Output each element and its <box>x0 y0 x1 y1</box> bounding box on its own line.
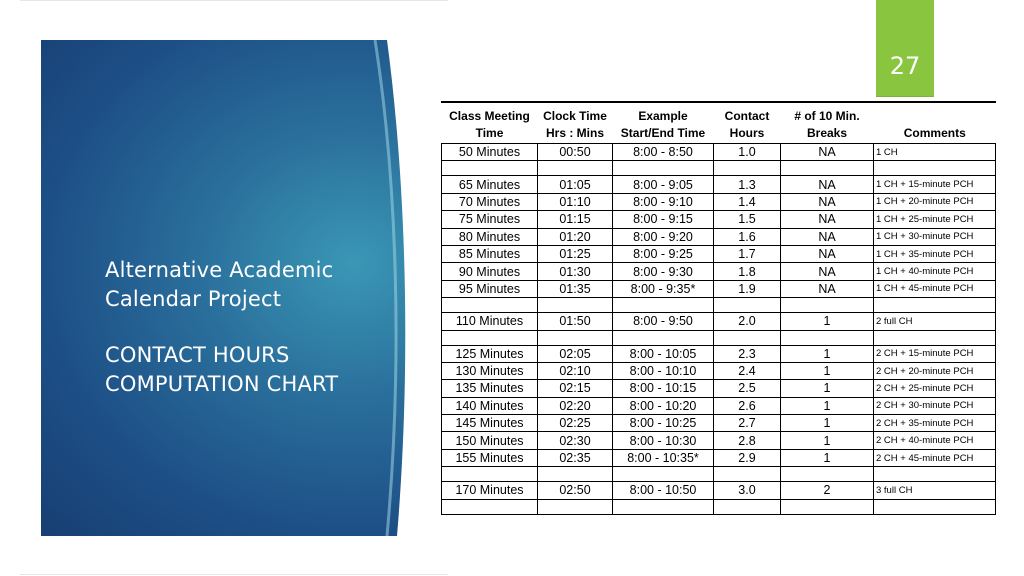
table-cell: 01:20 <box>538 228 613 245</box>
table-cell: 02:25 <box>538 415 613 432</box>
slide-title <box>105 256 409 399</box>
table-cell: 2.4 <box>714 362 781 379</box>
table-cell <box>538 161 613 176</box>
table-cell: 75 Minutes <box>442 211 538 228</box>
table-row <box>442 161 996 176</box>
title-panel <box>41 40 409 536</box>
header-example-time: Example Start/End Time <box>613 103 714 144</box>
table-cell-comment <box>874 499 996 514</box>
table-cell <box>613 330 714 345</box>
table-cell <box>442 298 538 313</box>
table-cell-comment: 2 CH + 15-minute PCH <box>874 345 996 362</box>
table-cell: 1.4 <box>714 193 781 210</box>
table-cell-comment: 1 CH + 15-minute PCH <box>874 176 996 193</box>
table-row <box>442 449 996 466</box>
table-cell: 02:20 <box>538 397 613 414</box>
table-cell: 8:00 - 9:05 <box>613 176 714 193</box>
table-cell <box>538 467 613 482</box>
table-cell: 85 Minutes <box>442 245 538 262</box>
table-cell <box>442 161 538 176</box>
table-cell: 1 <box>781 449 874 466</box>
table-cell-comment: 2 CH + 35-minute PCH <box>874 415 996 432</box>
table-cell: 2.6 <box>714 397 781 414</box>
table-cell: 1 <box>781 313 874 330</box>
table-row <box>442 228 996 245</box>
table-cell: 170 Minutes <box>442 482 538 499</box>
table-row <box>442 330 996 345</box>
table-cell: 01:35 <box>538 280 613 297</box>
table-cell-comment: 3 full CH <box>874 482 996 499</box>
table-row <box>442 415 996 432</box>
table-cell: 70 Minutes <box>442 193 538 210</box>
table-cell: 8:00 - 10:20 <box>613 397 714 414</box>
table-cell: 2.9 <box>714 449 781 466</box>
table-cell: 01:30 <box>538 263 613 280</box>
table-cell-comment: 1 CH + 40-minute PCH <box>874 263 996 280</box>
table-cell-comment: 1 CH + 35-minute PCH <box>874 245 996 262</box>
table-cell: 8:00 - 10:10 <box>613 362 714 379</box>
table-cell: 02:15 <box>538 380 613 397</box>
table-cell <box>538 330 613 345</box>
table-cell: 8:00 - 9:30 <box>613 263 714 280</box>
table-cell <box>613 499 714 514</box>
table-cell <box>781 298 874 313</box>
table-cell-comment: 1 CH <box>874 144 996 161</box>
table-cell: 1.3 <box>714 176 781 193</box>
table-cell <box>442 499 538 514</box>
table-row <box>442 467 996 482</box>
table-cell: 80 Minutes <box>442 228 538 245</box>
table-cell <box>613 467 714 482</box>
table-cell <box>714 161 781 176</box>
table-cell: 1.9 <box>714 280 781 297</box>
title-line: Calendar Project <box>105 287 282 311</box>
header-contact-hours: Contact Hours <box>714 103 781 144</box>
table-cell: 90 Minutes <box>442 263 538 280</box>
table-cell: 140 Minutes <box>442 397 538 414</box>
table-row <box>442 176 996 193</box>
table-cell: 8:00 - 9:35* <box>613 280 714 297</box>
header-comments: Comments <box>874 103 996 144</box>
table-cell: 2.5 <box>714 380 781 397</box>
table-cell: 2.7 <box>714 415 781 432</box>
table-cell: 145 Minutes <box>442 415 538 432</box>
table-cell-comment <box>874 330 996 345</box>
table-cell <box>442 467 538 482</box>
table-row <box>442 432 996 449</box>
contact-hours-table <box>441 103 996 515</box>
table-cell: 50 Minutes <box>442 144 538 161</box>
table-cell: 1 <box>781 432 874 449</box>
table-cell: 01:25 <box>538 245 613 262</box>
table-cell: 1 <box>781 362 874 379</box>
table-cell-comment: 2 full CH <box>874 313 996 330</box>
table-cell: 2.8 <box>714 432 781 449</box>
table-cell-comment: 2 CH + 20-minute PCH <box>874 362 996 379</box>
table-cell: 01:15 <box>538 211 613 228</box>
header-breaks: # of 10 Min. Breaks <box>781 103 874 144</box>
table-cell: 00:50 <box>538 144 613 161</box>
table-cell <box>781 330 874 345</box>
table-row <box>442 313 996 330</box>
table-cell: 01:05 <box>538 176 613 193</box>
table-cell: NA <box>781 263 874 280</box>
table-cell <box>781 499 874 514</box>
table-cell: 1.6 <box>714 228 781 245</box>
top-divider <box>20 0 448 1</box>
table-cell <box>538 298 613 313</box>
table-cell <box>613 161 714 176</box>
table-cell-comment: 1 CH + 20-minute PCH <box>874 193 996 210</box>
table-cell: 1 <box>781 397 874 414</box>
table-cell: NA <box>781 193 874 210</box>
table-cell: 135 Minutes <box>442 380 538 397</box>
table-cell: 02:50 <box>538 482 613 499</box>
table-row <box>442 211 996 228</box>
table-cell: 8:00 - 10:05 <box>613 345 714 362</box>
table-cell: 2 <box>781 482 874 499</box>
table-cell <box>442 330 538 345</box>
table-header-row <box>442 103 996 144</box>
page-number-badge <box>876 0 934 97</box>
table-cell: 8:00 - 10:30 <box>613 432 714 449</box>
table-cell: NA <box>781 144 874 161</box>
table-cell-comment: 2 CH + 30-minute PCH <box>874 397 996 414</box>
table-cell: 8:00 - 10:15 <box>613 380 714 397</box>
table-cell-comment: 2 CH + 40-minute PCH <box>874 432 996 449</box>
table-cell <box>714 499 781 514</box>
table-cell: NA <box>781 228 874 245</box>
table-cell <box>714 330 781 345</box>
table-cell: 1 <box>781 380 874 397</box>
subtitle-line: COMPUTATION CHART <box>105 372 339 396</box>
table-cell: 1 <box>781 345 874 362</box>
table-cell <box>781 467 874 482</box>
table-cell: 1.8 <box>714 263 781 280</box>
table-cell: 8:00 - 9:10 <box>613 193 714 210</box>
table-cell: NA <box>781 245 874 262</box>
table-cell: 8:00 - 9:15 <box>613 211 714 228</box>
table-row <box>442 263 996 280</box>
table-cell: 150 Minutes <box>442 432 538 449</box>
table-cell: 01:10 <box>538 193 613 210</box>
table-row <box>442 499 996 514</box>
table-cell: 02:30 <box>538 432 613 449</box>
page-number: 27 <box>889 52 921 80</box>
table-cell: 1.7 <box>714 245 781 262</box>
table-cell: 1 <box>781 415 874 432</box>
table-cell-comment: 1 CH + 45-minute PCH <box>874 280 996 297</box>
table-cell-comment: 1 CH + 25-minute PCH <box>874 211 996 228</box>
table-cell-comment: 2 CH + 45-minute PCH <box>874 449 996 466</box>
table-row <box>442 280 996 297</box>
table-cell: 110 Minutes <box>442 313 538 330</box>
table-cell: 65 Minutes <box>442 176 538 193</box>
table-cell: 01:50 <box>538 313 613 330</box>
table-cell: 8:00 - 10:35* <box>613 449 714 466</box>
subtitle-line: CONTACT HOURS <box>105 343 290 367</box>
title-line: Alternative Academic <box>105 258 334 282</box>
table-row <box>442 193 996 210</box>
table-row <box>442 245 996 262</box>
table-cell: 02:05 <box>538 345 613 362</box>
table-cell <box>538 499 613 514</box>
table-cell-comment <box>874 298 996 313</box>
table-cell-comment: 1 CH + 30-minute PCH <box>874 228 996 245</box>
header-class-meeting-time: Class Meeting Time <box>442 103 538 144</box>
table-cell: 130 Minutes <box>442 362 538 379</box>
table-cell <box>714 467 781 482</box>
table-row <box>442 362 996 379</box>
table-cell: 8:00 - 9:50 <box>613 313 714 330</box>
table-cell: 1.5 <box>714 211 781 228</box>
table-cell <box>613 298 714 313</box>
bottom-divider <box>20 574 448 575</box>
table-cell: NA <box>781 211 874 228</box>
table-row <box>442 345 996 362</box>
table-cell: 8:00 - 10:50 <box>613 482 714 499</box>
table-row <box>442 144 996 161</box>
table-cell: 8:00 - 8:50 <box>613 144 714 161</box>
table-cell: 02:35 <box>538 449 613 466</box>
header-clock-time: Clock Time Hrs : Mins <box>538 103 613 144</box>
table-cell-comment <box>874 161 996 176</box>
table-cell: NA <box>781 280 874 297</box>
table-cell: 8:00 - 10:25 <box>613 415 714 432</box>
table-cell-comment: 2 CH + 25-minute PCH <box>874 380 996 397</box>
table-cell: 95 Minutes <box>442 280 538 297</box>
table-cell: 1.0 <box>714 144 781 161</box>
table-cell: 2.0 <box>714 313 781 330</box>
table-body <box>442 144 996 515</box>
table-cell: 3.0 <box>714 482 781 499</box>
table-cell: 125 Minutes <box>442 345 538 362</box>
table-cell: 155 Minutes <box>442 449 538 466</box>
table-cell-comment <box>874 467 996 482</box>
table-cell: NA <box>781 176 874 193</box>
table-cell: 8:00 - 9:25 <box>613 245 714 262</box>
table-cell <box>714 298 781 313</box>
contact-hours-table-container <box>441 101 996 515</box>
table-row <box>442 380 996 397</box>
table-cell: 8:00 - 9:20 <box>613 228 714 245</box>
table-cell: 2.3 <box>714 345 781 362</box>
table-row <box>442 298 996 313</box>
table-cell <box>781 161 874 176</box>
table-row <box>442 482 996 499</box>
table-cell: 02:10 <box>538 362 613 379</box>
table-row <box>442 397 996 414</box>
